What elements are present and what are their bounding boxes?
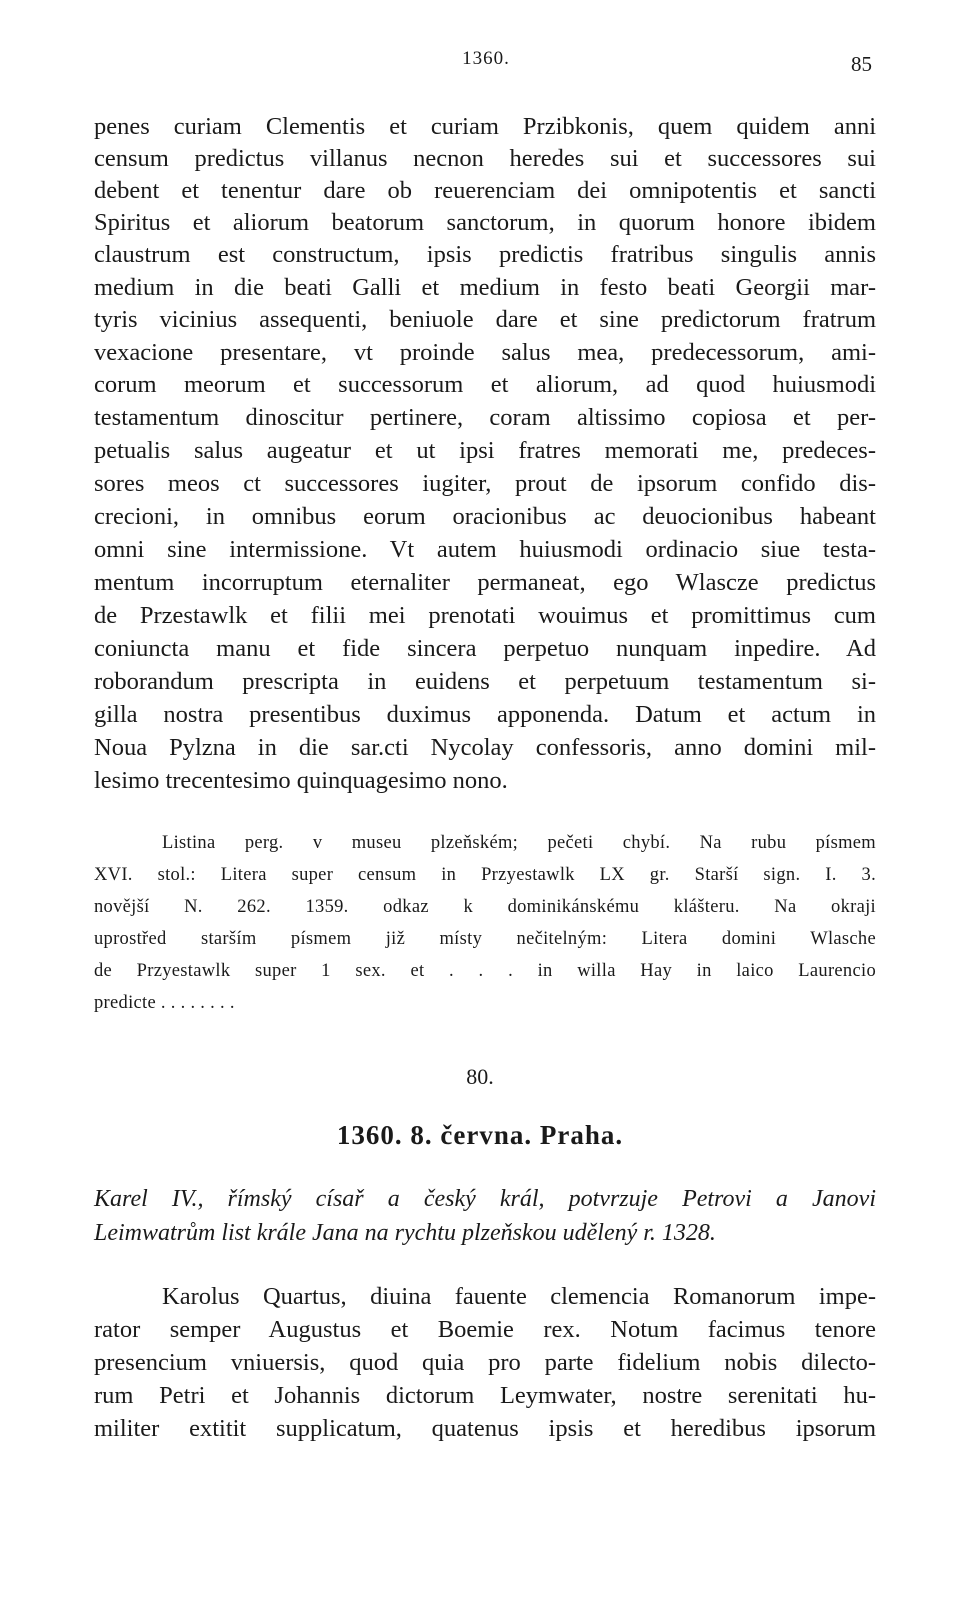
document-text-line: militer extitit supplicatum, quatenus ipsis et heredibus ipsorum [94, 1415, 876, 1442]
body-line: tyris vicinius assequenti, beniuole dare et sine predictorum fratrum [94, 306, 876, 333]
document-text-line: rum Petri et Johannis dictorum Leymwater, nostre serenitati hu- [94, 1382, 876, 1409]
body-line: censum predictus villanus necnon heredes sui et successores sui [94, 145, 876, 172]
document-text-line: rator semper Augustus et Boemie rex. Notum facimus tenore [94, 1316, 876, 1343]
page-header [94, 44, 878, 84]
body-line: crecioni, in omnibus eorum oracionibus ac deuocionibus habeant [94, 503, 876, 530]
body-line: corum meorum et successorum et aliorum, ad quod huiusmodi [94, 371, 876, 398]
body-line: roborandum prescripta in euidens et perpetuum testamentum si- [94, 668, 876, 695]
document-text-line: presencium vniuersis, quod quia pro parte fidelium nobis dilecto- [94, 1349, 876, 1376]
note-line: de Przyestawlk super 1 sex. et . . . in willa Hay in laico Laurencio [94, 961, 876, 981]
note-line: novější N. 262. 1359. odkaz k dominikánskému klášteru. Na okraji [94, 897, 876, 917]
body-line: penes curiam Clementis et curiam Przibkonis, quem quidem anni [94, 113, 876, 140]
body-line: lesimo trecentesimo quinquagesimo nono. [94, 767, 508, 794]
summary-line: Leimwatrům list krále Jana na rychtu plzeňskou udělený r. 1328. [94, 1220, 716, 1246]
body-line: sores meos ct successores iugiter, prout de ipsorum confido dis- [94, 470, 876, 497]
body-line: vexacione presentare, vt proinde salus mea, predecessorum, ami- [94, 339, 876, 366]
body-line: de Przestawlk et filii mei prenotati wouimus et promittimus cum [94, 602, 876, 629]
body-line: Spiritus et aliorum beatorum sanctorum, in quorum honore ibidem [94, 209, 876, 236]
body-line: medium in die beati Galli et medium in festo beati Georgii mar- [94, 274, 876, 301]
body-line: omni sine intermissione. Vt autem huiusmodi ordinacio siue testa- [94, 536, 876, 563]
note-line: predicte . . . . . . . . [94, 993, 235, 1013]
note-line: uprostřed starším písmem již místy nečitelným: Litera domini Wlasche [94, 929, 876, 949]
summary-line: Karel IV., římský císař a český král, potvrzuje Petrovi a Janovi [94, 1186, 876, 1212]
document-heading: 1360. 8. června. Praha. [336, 1120, 624, 1150]
body-line: debent et tenentur dare ob reuerenciam dei omnipotentis et sancti [94, 177, 876, 204]
page-number: 85 [851, 52, 872, 76]
body-line: testamentum dinoscitur pertinere, coram altissimo copiosa et per- [94, 404, 876, 431]
document-text-line: Karolus Quartus, diuina fauente clemencia Romanorum impe- [162, 1283, 876, 1310]
running-year: 1360. [462, 48, 510, 69]
body-line: mentum incorruptum eternaliter permaneat, ego Wlascze predictus [94, 569, 876, 596]
document-number: 80. [466, 1064, 494, 1089]
note-line: XVI. stol.: Litera super censum in Przyestawlk LX gr. Starší sign. I. 3. [94, 865, 876, 885]
body-line: coniuncta manu et fide sincera perpetuo nunquam inpedire. Ad [94, 635, 876, 662]
body-line: Noua Pylzna in die sar.cti Nycolay confessoris, anno domini mil- [94, 734, 876, 761]
body-line: gilla nostra presentibus duximus apponenda. Datum et actum in [94, 701, 876, 728]
body-line: claustrum est constructum, ipsis predictis fratribus singulis annis [94, 241, 876, 268]
body-line: petualis salus augeatur et ut ipsi fratres memorati me, predeces- [94, 437, 876, 464]
note-line: Listina perg. v museu plzeňském; pečeti chybí. Na rubu písmem [162, 833, 876, 853]
